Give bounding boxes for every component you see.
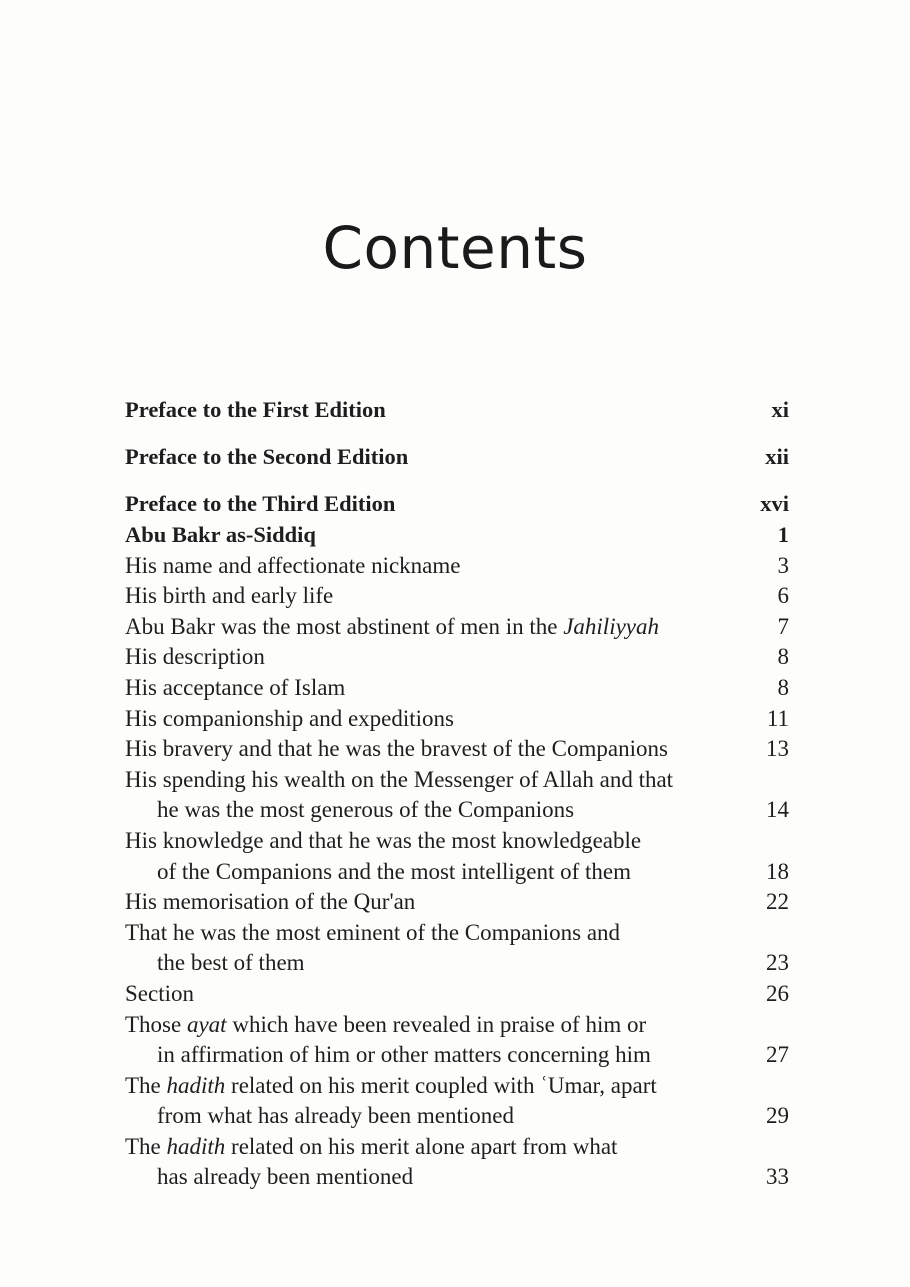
chapter-entry-list <box>125 520 789 1193</box>
toc-entry-page: 3 <box>777 552 789 578</box>
toc-entry-title <box>125 826 766 887</box>
toc-entry <box>125 612 789 643</box>
toc-entry-chapter-heading <box>125 520 789 551</box>
toc-entry-title: Abu Bakr as-Siddiq <box>125 522 316 547</box>
toc-entry <box>125 673 789 704</box>
toc-entry-preface-first <box>125 378 789 425</box>
toc-entry-title: Preface to the Third Edition <box>125 491 396 516</box>
toc-entry-title <box>125 1071 766 1132</box>
italic-term: hadith <box>166 1133 226 1159</box>
toc-entry <box>125 1132 789 1193</box>
toc-entry-title: His bravery and that he was the bravest of the Companions <box>125 736 668 762</box>
italic-term: Jahiliyyah <box>563 613 659 639</box>
title-text: The <box>125 1072 167 1098</box>
toc-entry-title: Preface to the Second Edition <box>125 444 409 469</box>
toc-entry-title: His description <box>125 644 265 670</box>
toc-entry-page: 1 <box>777 522 789 547</box>
italic-term: ayat <box>186 1011 227 1037</box>
toc-entry-page: 26 <box>766 980 789 1006</box>
title-text: Abu Bakr was the most abstinent of men in the <box>125 613 564 639</box>
title-continuation: has already been mentioned <box>157 1164 414 1190</box>
title-line: His knowledge and that he was the most knowledgeable <box>125 827 642 853</box>
title-text: which have been revealed in praise of him or <box>226 1011 647 1037</box>
toc-entry-page: xvi <box>760 491 789 516</box>
toc-entry-page: 14 <box>766 797 789 823</box>
toc-entry-preface-second <box>125 425 789 472</box>
toc-entry-page: 23 <box>766 950 789 976</box>
toc-entry <box>125 979 789 1010</box>
toc-entry <box>125 765 789 826</box>
title-continuation: in affirmation of him or other matters concerning him <box>157 1042 651 1068</box>
toc-entry-page: 27 <box>766 1042 789 1068</box>
toc-entry <box>125 551 789 582</box>
toc-entry-page: 6 <box>777 583 789 609</box>
toc-entry-page: 18 <box>766 858 789 884</box>
title-continuation: he was the most generous of the Companions <box>157 797 575 823</box>
toc-entry <box>125 734 789 765</box>
toc-entry-page: 33 <box>766 1164 789 1190</box>
toc-entry-page: 7 <box>777 613 789 639</box>
toc-entry-title: His companionship and expeditions <box>125 705 454 731</box>
toc-entry-page: 8 <box>777 674 789 700</box>
toc-entry-title <box>125 765 766 826</box>
toc-entry-title: Section <box>125 980 194 1006</box>
toc-entry <box>125 704 789 735</box>
toc-entry <box>125 887 789 918</box>
toc-entry-title: Preface to the First Edition <box>125 397 386 422</box>
title-continuation: from what has already been mentioned <box>157 1103 515 1129</box>
toc-entry <box>125 826 789 887</box>
title-line: His spending his wealth on the Messenger of Allah and that <box>125 766 674 792</box>
title-text: Those <box>125 1011 187 1037</box>
title-line: That he was the most eminent of the Companions and <box>125 919 621 945</box>
toc-entry-title: His memorisation of the Qur'an <box>125 889 416 915</box>
toc-entry-title <box>125 918 766 979</box>
toc-entry <box>125 1071 789 1132</box>
toc-entry-page: 29 <box>766 1103 789 1129</box>
toc-entry-page: 8 <box>777 644 789 670</box>
toc-entry-page: xi <box>771 397 789 422</box>
toc-entry-page: xii <box>765 444 789 469</box>
toc-entry-title: His name and affectionate nickname <box>125 552 461 578</box>
toc-entry-title: His birth and early life <box>125 583 334 609</box>
italic-term: hadith <box>166 1072 226 1098</box>
toc-entry <box>125 642 789 673</box>
toc-entry-title: His acceptance of Islam <box>125 674 346 700</box>
toc-entry-page: 22 <box>766 889 789 915</box>
toc-entry <box>125 918 789 979</box>
toc-entry-title <box>125 612 778 643</box>
toc-entry-title <box>125 1132 766 1193</box>
toc-entry-page: 13 <box>766 736 789 762</box>
title-continuation: the best of them <box>157 950 305 976</box>
toc-entry-title <box>125 1010 766 1071</box>
title-continuation: of the Companions and the most intelligent of them <box>157 858 631 884</box>
toc-entry-preface-third <box>125 472 789 519</box>
toc-entry-page: 11 <box>766 705 789 731</box>
toc-entry <box>125 581 789 612</box>
preface-list <box>125 378 789 519</box>
title-text: related on his merit alone apart from what <box>225 1133 618 1159</box>
title-text: The <box>125 1133 167 1159</box>
title-text: related on his merit coupled with ʿUmar, apart <box>225 1072 657 1098</box>
page-title: Contents <box>322 214 588 282</box>
toc-entry <box>125 1010 789 1071</box>
